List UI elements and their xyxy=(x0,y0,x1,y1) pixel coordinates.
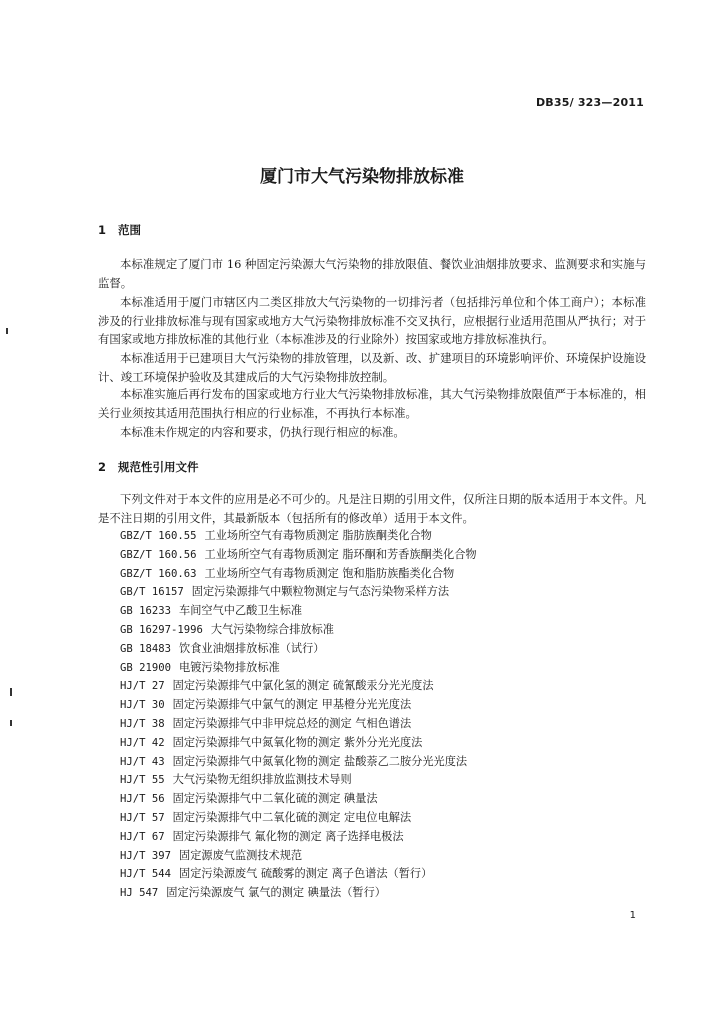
reference-name: 电镀污染物排放标准 xyxy=(179,660,280,674)
reference-code: GB 16297-1996 xyxy=(120,623,203,636)
reference-name: 固定污染源排气中非甲烷总烃的测定 气相色谱法 xyxy=(172,716,412,730)
reference-name: 固定污染源排气中氮氧化物的测定 盐酸萘乙二胺分光光度法 xyxy=(172,754,468,768)
reference-name: 大气污染物综合排放标准 xyxy=(210,622,334,636)
section-number: 1 xyxy=(98,223,107,237)
paragraph: 本标准适用于厦门市辖区内二类区排放大气污染物的一切排污者（包括排污单位和个体工商户）；本标准涉及的行业排放标准与现有国家或地方大气污染物排放标准不交叉执行，应根据行业适用范围从严执行；对于有国家或地方排放标准的其他行业（本标准涉及的行业除外）按国家或地方排放标准执行。 xyxy=(98,295,646,347)
reference-code: HJ/T 43 xyxy=(120,755,165,768)
section-heading-scope xyxy=(98,222,141,238)
document-code: DB35/ 323—2011 xyxy=(535,96,644,109)
reference-code: GB 18483 xyxy=(120,642,172,655)
reference-name: 固定污染源排气 氟化物的测定 离子选择电极法 xyxy=(172,829,404,843)
reference-item xyxy=(120,602,477,621)
reference-name: 车间空气中乙酸卫生标准 xyxy=(179,604,303,618)
section-heading-normative-references xyxy=(98,459,199,475)
paragraph: 本标准规定了厦门市 16 种固定污染源大气污染物的排放限值、餐饮业油烟排放要求、监测要求和实施与监督。 xyxy=(98,257,646,290)
reference-code: HJ/T 397 xyxy=(120,849,172,862)
reference-code: HJ/T 57 xyxy=(120,811,165,824)
scan-speck xyxy=(10,720,12,726)
reference-item xyxy=(120,847,477,866)
reference-code: GBZ/T 160.56 xyxy=(120,548,197,561)
reference-code: GB 16233 xyxy=(120,605,172,618)
reference-code: GB 21900 xyxy=(120,661,172,674)
reference-item xyxy=(120,715,477,734)
reference-item xyxy=(120,527,477,546)
reference-name: 固定污染源废气 硫酸雾的测定 离子色谱法（暂行） xyxy=(179,867,433,881)
reference-item xyxy=(120,546,477,565)
reference-item xyxy=(120,771,477,790)
reference-code: HJ/T 56 xyxy=(120,793,165,806)
reference-name: 固定源废气监测技术规范 xyxy=(179,848,303,862)
reference-name: 固定污染源排气中颗粒物测定与气态污染物采样方法 xyxy=(191,585,450,599)
reference-item xyxy=(120,565,477,584)
reference-item xyxy=(120,809,477,828)
paragraph: 本标准实施后再行发布的国家或地方行业大气污染物排放标准，其大气污染物排放限值严于本标准的，相关行业须按其适用范围执行相应的行业标准，不再执行本标准。 xyxy=(98,387,646,420)
reference-name: 固定污染源排气中氯气的测定 甲基橙分光光度法 xyxy=(172,698,412,712)
reference-code: HJ/T 55 xyxy=(120,774,165,787)
reference-name: 固定污染源废气 氯气的测定 碘量法（暂行） xyxy=(166,886,386,900)
paragraph: 本标准适用于已建项目大气污染物的排放管理，以及新、改、扩建项目的环境影响评价、环境保护设施设计、竣工环境保护验收及其建成后的大气污染物排放控制。 xyxy=(98,351,646,384)
reference-item xyxy=(120,621,477,640)
reference-code: GB/T 16157 xyxy=(120,586,184,599)
reference-name: 固定污染源排气中二氧化硫的测定 定电位电解法 xyxy=(172,810,412,824)
reference-code: HJ/T 38 xyxy=(120,717,165,730)
reference-code: HJ/T 67 xyxy=(120,830,165,843)
reference-item xyxy=(120,696,477,715)
section-number: 2 xyxy=(98,460,107,474)
reference-code: HJ 547 xyxy=(120,887,159,900)
reference-code: HJ/T 42 xyxy=(120,736,165,749)
reference-item xyxy=(120,884,477,903)
scan-speck xyxy=(10,688,12,696)
paragraph: 本标准未作规定的内容和要求，仍执行现行相应的标准。 xyxy=(120,425,405,439)
reference-name: 工业场所空气有毒物质测定 脂肪族酮类化合物 xyxy=(204,529,432,542)
reference-name: 固定污染源排气中氯化氢的测定 硫氰酸汞分光光度法 xyxy=(172,679,434,693)
reference-code: HJ/T 27 xyxy=(120,680,165,693)
section-title: 范围 xyxy=(118,223,141,237)
reference-name: 工业场所空气有毒物质测定 饱和脂肪族酯类化合物 xyxy=(204,566,455,580)
page-number: 1 xyxy=(629,910,636,921)
document-title: 厦门市大气污染物排放标准 xyxy=(260,167,464,187)
reference-code: HJ/T 544 xyxy=(120,868,172,881)
reference-list xyxy=(120,527,477,903)
reference-item xyxy=(120,583,477,602)
reference-item xyxy=(120,753,477,772)
reference-name: 饮食业油烟排放标准（试行） xyxy=(179,641,325,655)
scan-speck xyxy=(6,328,8,334)
reference-item xyxy=(120,865,477,884)
paragraph: 下列文件对于本文件的应用是必不可少的。凡是注日期的引用文件，仅所注日期的版本适用于本文件。凡是不注日期的引用文件，其最新版本（包括所有的修改单）适用于本文件。 xyxy=(98,492,646,525)
reference-item xyxy=(120,677,477,696)
reference-code: GBZ/T 160.55 xyxy=(120,530,197,542)
reference-code: GBZ/T 160.63 xyxy=(120,567,197,580)
reference-name: 固定污染源排气中二氧化硫的测定 碘量法 xyxy=(172,792,378,806)
reference-item xyxy=(120,640,477,659)
reference-name: 工业场所空气有毒物质测定 脂环酮和芳香族酮类化合物 xyxy=(204,547,477,561)
reference-item xyxy=(120,659,477,678)
reference-item xyxy=(120,790,477,809)
reference-code: HJ/T 30 xyxy=(120,699,165,712)
section-title: 规范性引用文件 xyxy=(118,460,199,474)
reference-item xyxy=(120,828,477,847)
reference-name: 固定污染源排气中氮氧化物的测定 紫外分光光度法 xyxy=(172,735,423,749)
reference-name: 大气污染物无组织排放监测技术导则 xyxy=(172,773,352,787)
reference-item xyxy=(120,734,477,753)
